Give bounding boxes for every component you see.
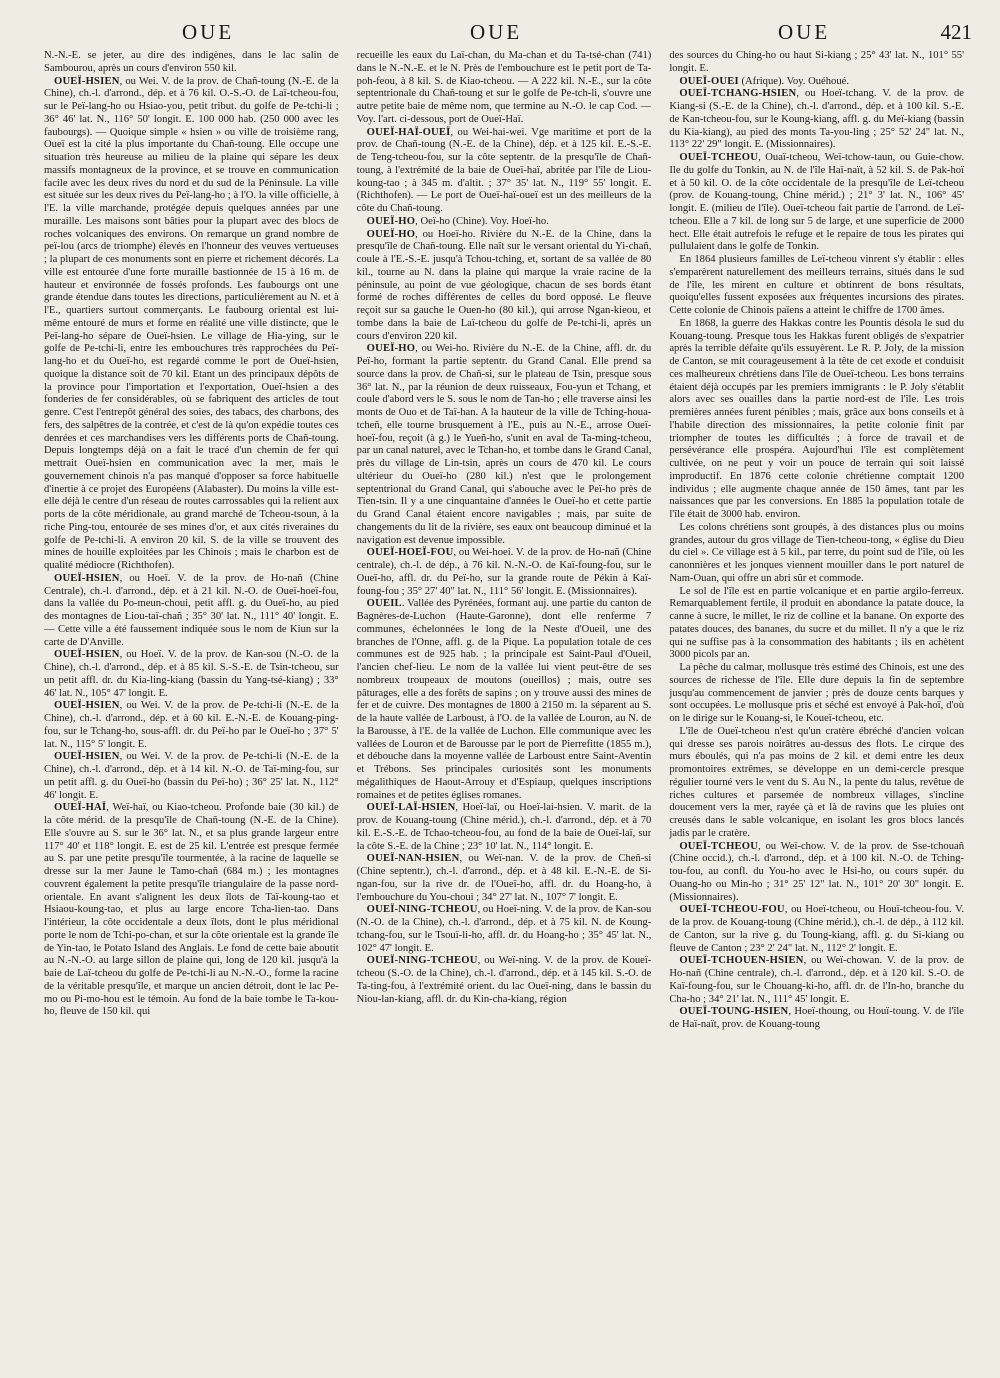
entry-headword: OUEÏ-TCHEOU <box>679 152 759 163</box>
page-number: 421 <box>940 20 972 44</box>
entry-paragraph <box>669 726 964 841</box>
entry-headword: OUEÏ-HO <box>366 215 416 227</box>
entry-text: des sources du Ching-ho ou haut Si-kiang ; 25° 43' lat. N., 101° 55' longit. E. <box>669 50 965 74</box>
entry-text: , Hoeï-thoung, ou Houï-toung. V. de l'île de Haï-naït, prov. de Kouang-toung <box>669 1006 965 1030</box>
dictionary-entry <box>44 649 339 700</box>
dictionary-entry <box>357 127 652 216</box>
text-columns <box>44 50 964 1360</box>
entry-headword: OUEÏ-NAN-HSIEN <box>366 853 460 865</box>
entry-headword: OUEÏ-TCHANG-HSIEN <box>679 88 797 100</box>
column-middle <box>357 50 652 1360</box>
entry-text: L'île de Oueï-tcheou n'est qu'un cratère ébréché d'ancien volcan qui dresse ses parois noirâtres au-dessus des flots. Le cirque des murs éboulés, qui n'a pas moins de 2 kil. et demi entre les deux promontoires extrêmes, se développe en un demi-cercle presque régulier tourné vers le vent du S. Au N., la pente du talus, revêtue de riches cultures et parsemée de nombreux villages, s'incline doucement vers la mer, rayée çà et là de ravins que les pluies ont creusés dans le sable volcanique, en isolant les gros blocs lancés jadis par le cratère. <box>669 725 965 839</box>
dictionary-entry <box>669 152 964 254</box>
entry-text: , ou Weï-ning. V. de la prov. de Koueï-tcheou (S.-O. de la Chine), ch.-l. d'arrond., dép. et à 145 kil. S.-O. de Ta-ting-fou, à l'extrémité orient. du lac Oueï-ning, dans le bassin du Niou-lan-kiang, affl. dr. du Kin-cha-kiang, région <box>356 955 652 1005</box>
entry-text: , ou Hoeï. V. de la prov. de Kan-sou (N.-O. de la Chine), ch.-l. d'arrond., dép. et à 85 kil. S.-S.-E. de Tsin-tcheou, sur un petit affl. dr. du Kia-ling-kiang (bassin du Yang-tsé-kiang) ; 33° 46' lat. N., 105° 47' longit. E. <box>44 649 339 699</box>
entry-headword: OUEÏ-HSIEN <box>54 700 120 712</box>
dictionary-entry <box>44 700 339 751</box>
dictionary-entry <box>357 216 652 229</box>
entry-text: , ou Wei-hoei. V. de la prov. de Ho-nañ (Chine centrale), ch.-l. de dép., à 76 kil. N.-N.-O. de Kaï-foung-fou, sur le Oueï-ho, affl. dr. du Peï-ho, sur la grande route de Pékin à Kaï-foung-fou ; 35° 27' 40" lat. N., 111° 56' longit. E. (Missionnaires). <box>356 547 652 597</box>
entry-headword: OUEÏ-NING-TCHEOU <box>366 904 478 916</box>
dictionary-entry <box>44 802 339 1019</box>
entry-paragraph <box>669 318 964 522</box>
entry-headword: OUEÏ-HSIEN <box>54 75 120 87</box>
entry-text: , ou Wei-hai-wei. Vge maritime et port de la prov. de Chañ-toung (N.-E. de la Chine), dép. et à 125 kil. E.-S.-E. de Teng-tcheou-fou, sur la côte septentr. de la presqu'île de Chañ-toung, à l'extrémité de la baie de Oueï-haï, abritée par l'île de Liou-koung-tao ; à 345 m. d'altit. ; 37° 35' lat. N., 119° 55' longit. E. (Richthofen). — Le port de Oueï-haï-oueï est un des meilleurs de la côte du Chañ-toung. <box>356 126 652 214</box>
running-head-right: OUE <box>778 20 831 44</box>
entry-headword: OUEIL <box>366 598 402 610</box>
entry-text: , Hoeï-laï, ou Hoeï-lai-hsien. V. marit. de la prov. de Kouang-toung (Chine mérid.), ch.-l. d'arrond., dép. et à 70 kil. E.-S.-E. de Tchao-tcheou-fou, au fond de la baie de Oueï-laï, sur la côte S.-E. de la Chine ; 23° 10' lat. N., 114° longit. E. <box>356 802 652 852</box>
dictionary-entry <box>44 573 339 650</box>
dictionary-entry <box>669 841 964 905</box>
entry-text: , ou Hoeï-tcheou, ou Houï-tcheou-fou. V. de la prov. de Kouang-toung (Chine mérid.), ch.-l. de dép., à 112 kil. de Canton, sur la rive g. du Toung-kiang, affl. g. du Si-kiang ou fleuve de Canton ; 23° 2' 24" lat. N., 112° 2' longit. E. <box>669 904 965 954</box>
entry-headword: OUEÏ-HSIEN <box>54 751 120 763</box>
entry-text: recueille les eaux du Laï-chan, du Ma-chan et du Ta-tsé-chan (741) dans le N.-N.-E. et le N. Près de l'embouchure est le petit port de Ta-poh-feou, à 8 kil. S. de Kiao-tcheou. — A 222 kil. N.-E., sur la côte septentrionale du Chañ-toung et sur le golfe de Pe-tch-li, s'ouvre une autre petite baie de même nom, que termine au N.-O. le cap Cod. — Voy. l'art. ci-dessous, port de Oueï-Haï. <box>356 50 652 125</box>
dictionary-entry <box>44 76 339 573</box>
entry-paragraph <box>357 50 652 127</box>
column-left <box>44 50 339 1360</box>
dictionary-entry <box>357 547 652 598</box>
entry-text: , Oeï-ho (Chine). Voy. Hoeï-ho. <box>415 215 549 227</box>
running-head <box>0 20 1000 52</box>
entry-headword: OUEÏ-OUEI <box>679 75 739 87</box>
dictionary-entry <box>357 904 652 955</box>
running-head-center: OUE <box>470 20 523 44</box>
dictionary-entry <box>357 229 652 344</box>
entry-headword: OUEÏ-HAÏ <box>54 802 107 814</box>
entry-headword: OUEÏ-HO <box>366 228 416 240</box>
entry-text: En 1864 plusieurs familles de Leï-tcheou vinrent s'y établir : elles s'emparèrent naturellement des meilleurs terrains, situés dans le sud de l'île, les mirent en culture et obtinrent de bons résultats, quoiqu'elles fussent exposées aux fréquentes incursions des pirates. Cette colonie de Chinois païens a atteint le chiffre de 1700 âmes. <box>669 254 965 316</box>
entry-text: , ou Weï-nan. V. de la prov. de Cheñ-si (Chine septentr.), ch.-l. d'arrond., dép. et à 48 kil. E.-N.-E. de Si-ngan-fou, sur la rive dr. de l'Oueï-ho, affl. dr. du Hoang-ho, à l'embouchure du You-choui ; 34° 27' lat. N., 107° 7' longit. E. <box>356 853 652 903</box>
entry-text: N.-N.-E. se jeter, au dire des indigènes, dans le lac salin de Sambourou, après un cours d'environ 550 kil. <box>44 50 339 74</box>
dictionary-entry <box>357 598 652 802</box>
entry-text: , Ouaï-tcheou, Weï-tchow-taun, ou Guie-chow. Ile du golfe du Tonkin, au N. de l'île Haï-naït, à 52 kil. S. de Pak-hoï et à 50 kil. O. de la côte occidentale de la presqu'île de Leï-tcheou (prov. de Kouang-toung, Chine mérid.) ; 21° 3' lat. N., 106° 45' longit. E. (milieu de l'île). Oueï-tcheou fait partie de l'arrond. de Leï-tcheou. Elle a 7 kil. de long sur 5 de large, et une superficie de 2000 hect. Elle était autrefois le refuge et le repaire de tous les pirates qui pullulaient dans le golfe de Tonkin. <box>669 152 965 253</box>
dictionary-entry <box>357 955 652 1006</box>
entry-headword: OUEÏ-TOUNG-HSIEN <box>679 1006 789 1018</box>
entry-text: , ou Hoeï. V. de la prov. de Ho-nañ (Chine Centrale), ch.-l. d'arrond., dép. et à 21 kil. N.-O. de Oueï-hoeï-fou, dans la vallée du Po-meun-choui, petit affl. g. du Oueï-ho, au pied des montagnes de Liou-taï-chañ ; 35° 30' lat. N., 111° 40' longit. E. — Cette ville a été faussement indiquée sous le nom de Kiun sur la carte de D'Anville. <box>44 572 339 648</box>
entry-paragraph <box>44 50 339 76</box>
entry-headword: OUEÏ-HSIEN <box>54 572 120 584</box>
entry-text: Les colons chrétiens sont groupés, à des distances plus ou moins grandes, autour du gros village de Tien-tcheou-tong, « église du Dieu du ciel ». Ce village est à 5 kil., par terre, du point sud de l'île, où les canonnières et les jonques viennent mouiller dans le port naturel de Nam-Ouan, qui offre un abri sûr et commode. <box>669 521 965 584</box>
entry-headword: OUEÏ-NING-TCHEOU <box>366 955 478 967</box>
entry-text: Le sol de l'île est en partie volcanique et en partie argilo-ferreux. Remarquablement fertile, il produit en abondance la patate douce, la canne à sucre, le millet, le riz de colline et la banane. On exporte des patates douces, des bananes, du sucre et du millet. Il n'y a que le riz qui ne suffise pas à la consommation des habitants ; ils en achètent 3000 picols par an. <box>669 585 965 661</box>
dictionary-entry <box>669 76 964 89</box>
entry-text: . Vallée des Pyrénées, formant auj. une partie du canton de Bagnères-de-Luchon (Haute-Garonne), dont elle renferme 7 communes, échelonnées le long de la Neste d'Oueil, une des branches de l'Onne, affl. g. de la Pique. La population totale de ces communes est de 925 hab. ; la principale est Saint-Paul d'Oueil, l'ancien chef-lieu. Le nom de la vallée lui vient peut-être de ses nombreux troupeaux de moutons (oueillos) ; mais, outre ses pâturages, elle a des forêts de sapins ; on y trouve aussi des mines de fer et de cuivre. Des montagnes de 1800 à 2150 m. la séparent au S. de la haute vallée de Larboust, à l'O. de la vallée de Louron, au N. de la Barousse, à l'E. de la vallée de Luchon. Elle communique avec les vallées de Louron et de Barousse par le port de Pierrefitte (1855 m.), et débouche dans la moyenne vallée de Larboust entre Saint-Aventin et Trébons. Ses principales curiosités sont les monuments mégalithiques de Haout-Arrouy et d'Espiaup, quelques inscriptions romaines et de petites églises romanes. <box>356 598 652 801</box>
entry-text: , ou Hoeï-ning. V. de la prov. de Kan-sou (N.-O. de la Chine), ch.-l. d'arrond., dép. et à 75 kil. N. de Koung-tchang-fou, sur le Tsouï-li-ho, affl. dr. du Hoang-ho ; 35° 45' lat. N., 102° 47' longit. E. <box>356 904 652 954</box>
entry-headword: OUEÏ-HAÏ-OUEÏ <box>366 126 451 138</box>
dictionary-entry <box>669 88 964 152</box>
dictionary-entry <box>357 802 652 853</box>
entry-text: , ou Wei-ho. Rivière du N.-E. de la Chine, affl. dr. du Peï-ho, formant la partie septentr. du Grand Canal. Elle prend sa source dans la prov. de Chañ-si, sur le plateau de Tsin, presque sous 36° lat. N., par la réunion de deux ruisseaux, Fou-yun et Tchang, et coule d'abord vers le S. sous le nom de Tan-ho ; elle traverse ainsi les monts de Ouo et de Taï-han. A la hauteur de la ville de Tching-houa-tcheñ, elle tourne brusquement à l'E., puis au N.-E., arrose Oueï-hoeï-fou, reçoit (à g.) le Yueñ-ho, s'unit en aval de Ta-ming-tcheou, par un canal naturel, avec le Tchan-ho, et tombe dans le Grand Canal, près du village de Lin-tsin, après un cours de 470 kil. Le cours ultérieur du Oueï-ho (280 kil.) n'est que le prolongement septentrional du Grand Canal, qui s'abouche avec le Peï-ho près de Tien-tsin. Il y a une cinquantaine d'années le Oueï-ho et cette partie du Grand Canal étaient encore navigables ; mais, par suite de changements du lit de la rivière, ses eaux ont beaucoup diminué et la navigation est devenue impossible. <box>356 343 652 546</box>
entry-headword: OUEÏ-HO <box>366 343 416 355</box>
entry-paragraph <box>669 522 964 586</box>
entry-headword: OUEÏ-HOEÏ-FOU <box>366 547 454 559</box>
entry-text: (Afrique). Voy. Ouéhoué. <box>738 75 849 87</box>
entry-headword: OUEÏ-TCHEOU <box>679 840 759 852</box>
dictionary-entry <box>669 1006 964 1032</box>
dictionary-entry <box>357 343 652 547</box>
dictionary-entry <box>669 904 964 955</box>
entry-text: , ou Wei. V. de la prov. de Pe-tchi-li (N.-E. de la Chine), ch.-l. d'arrond., dép. et à 60 kil. E.-N.-E. de Kouang-ping-fou, sur le Tchang-ho, sous-affl. dr. du Peï-ho par le Oueï-ho ; 37° 5' lat. N., 115° 5' longit. E. <box>44 700 339 750</box>
entry-headword: OUEÏ-HSIEN <box>54 649 120 661</box>
dictionary-entry <box>357 853 652 904</box>
column-right <box>669 50 964 1360</box>
entry-text: , ou Wei. V. de la prov. de Pe-tchi-li (N.-E. de la Chine), ch.-l. d'arrond., dép. et à 14 kil. N.-O. de Taï-ming-fou, sur un petit affl. g. du Oueï-ho (bassin du Peï-ho) ; 36° 25' lat. N., 112° 46' longit. E. <box>44 751 339 801</box>
entry-headword: OUEÏ-TCHOUEN-HSIEN <box>679 955 804 967</box>
dictionary-entry <box>44 751 339 802</box>
entry-text: En 1868, la guerre des Hakkas contre les Pountis désola le sud du Kouang-toung. Presque tous les Hakkas furent obligés de s'expatrier après la terrible défaite qu'ils essuyèrent. Le R. P. Joly, de la mission de Canton, se mit courageusement à la tête de cet exode et conduisit ces malheureux chrétiens dans l'île de Oueï-tcheou. Les bons terrains étaient déjà occupés par les premiers immigrants : le P. Joly s'établit alors avec ses ouailles dans la partie nord-est de l'île. Les trois premières années furent pénibles ; mais, grâce aux bons conseils et à l'habile direction des missionnaires, la petite colonie finit par triompher de toutes les difficultés ; à force de travail et de persévérance elle prospéra. Aujourd'hui l'île est complètement cultivée, on ne peut y voir un pouce de terrain qui soit laissé improductif. En 1876 cette colonie chrétienne comptait 1200 individus ; elle augmente chaque année de 150 âmes, tant par les naissances que par les conversions. En 1885 la population totale de l'île était de 3000 hab. environ. <box>669 317 965 520</box>
entry-headword: OUEÏ-TCHEOU-FOU <box>679 904 785 916</box>
running-head-left: OUE <box>182 20 235 44</box>
entry-text: , ou Hoeï-ho. Rivière du N.-E. de la Chine, dans la presqu'île de Chañ-toung. Elle naît sur le versant oriental du Yi-chañ, coule à l'E.-S.-E. jusqu'à Tchou-tching, et, sortant de sa vallée de 80 kil., tourne au N. dans la plaine qui marque la vraie racine de la péninsule, au point de vue géologique, chacun de ses bords étant formé de roches différentes de celles du bord opposé. Le fleuve reçoit sur sa gauche le Ouen-ho (80 kil.), qui arrose Ngan-kieou, et tombe dans la baie de Laï-tcheou du golfe de Pe-tchi-li, après un cours d'environ 220 kil. <box>356 228 652 342</box>
dictionary-entry <box>669 955 964 1006</box>
entry-paragraph <box>669 586 964 663</box>
entry-text: , ou Weï-chow. V. de la prov. de Sse-tchouañ (Chine occid.), ch.-l. d'arrond., dép. et à 100 kil. N.-O. de Tching-tou-fou, au confl. du You-ho avec le Hsi-ho, ou cours supér. du Ouang-ho ou Min-ho ; 31° 25' 12" lat. N., 101° 20' 30" longit. E. (Missionnaires). <box>669 840 965 903</box>
entry-text: , ou Wei. V. de la prov. de Chañ-toung (N.-E. de la Chine), ch.-l. d'arrond., dép. et à 76 kil. O.-S.-O. de Laï-tcheou-fou, sur le Peï-lang-ho ou Hsiao-you, petit tribut. du golfe de Pe-tchi-li ; 36° 46' lat. N., 116° 50' longit. E. 100 000 hab. (250 000 avec les faubourgs). — Quoique simple « hsien » ou ville de troisième rang, Oueï est la cité la plus importante du Chañ-toung. Elle occupe une situation très heureuse au milieu de la plaine qui sépare les deux massifs montagneux de la province, et se trouve en communication facile avec les deux rives du nord et du sud de la Péninsule. La ville est située sur les deux rives du Peï-lang-ho ; à l'O. la ville officielle, à l'E. la ville marchande, protégée depuis quelques années par une muraille. Les maisons sont bâties pour la plupart avec des blocs de roches volcaniques des environs. On remarque un grand nombre de peï-lou (arcs de triomphe) élevés en l'honneur des veuves vertueuses ; la plupart de ces monuments sont en pierre et richement décorés. La ville est entourée d'une forte muraille bastionnée de 15 à 16 m. de hauteur et environnée de fossés profonds. Les faubourgs ont une grande étendue dans toutes les directions, particulièrement au N. et à l'E., quartiers surtout commerçants. Le faubourg oriental est lui-même entouré de murs et forme en réalité une ville distincte, que le Peï-lang-ho sépare de Oueï-hsien. Le village de Hia-ying, sur le golfe de Pe-tchi-li, entre les embouchures très rapprochées du Peï-lang-ho et du Oueï-ho, est regardé comme le port de Oueï-hsien, quoique la distance soit de 70 kil. Etant un des principaux dépôts de la province pour l'importation et l'exportation, Oueï-hsien a des fonderies de fer considérables, où se fabriquent des articles de tout genre. C'est l'entrepôt général des soies, des tabacs, des charbons, des fers, des salpêtres de la contrée, et c'est de là qu'on expédie toutes ces denrées et ces marchandises vers les différents ports de Chañ-toung. Depuis longtemps déjà on a fait le tracé d'un chemin de fer qui mettrait Oueï-hsien en communication avec la mer, mais le gouvernement chinois n'a pas manqué d'opposer sa force habituelle d'inertie à ce projet des Européens (Alabaster). Du moins la ville est-elle déjà le centre d'un réseau de routes carrossables qui la relient aux ports de la côte méridionale, au grand marché de Tcheou-tsoun, à la riche Ping-tou, entourée de ses mines d'or, et aux cités riveraines du golfe de Pe-tchi-li. A environ 20 kil. S. de la ville se trouvent des mines de houille exploitées par les Chinois ; mais le charbon est de qualité médiocre (Richthofen). <box>44 75 339 571</box>
entry-paragraph <box>669 662 964 726</box>
entry-text: , ou Weï-chowan. V. de la prov. de Ho-nañ (Chine centrale), ch.-l. d'arrond., dép. et à 120 kil. S.-O. de Kaï-foung-fou, sur le Chouang-ki-ho, affl. dr. de l'In-ho, branche du Cha-ho ; 34° 21' lat. N., 111° 45' longit. E. <box>669 955 965 1005</box>
entry-text: La pêche du calmar, mollusque très estimé des Chinois, est une des sources de richesse de l'île. Elle dure depuis la fin de septembre jusqu'au commencement de janvier ; près de douze cents barques y sont occupées. Le mollusque pris et séché est envoyé à Pak-hoï, d'où on le dirige sur le Kouang-si, le Koueï-tcheou, etc. <box>669 662 965 724</box>
entry-text: , Weï-haï, ou Kiao-tcheou. Profonde baie (30 kil.) de la côte mérid. de la presqu'île de Chañ-toung (N.-E. de la Chine). Elle s'ouvre au S. sur le 36° lat. N., et sa plus grande largeur entre 117° 40' et 118° longit. E. est de 25 kil. L'entrée est presque fermée au S. par une petite presqu'île tourmentée, à la racine de laquelle se dresse sur la mer Jaune le Tamo-chañ (684 m.) ; les montagnes couvrent également la petite presqu'île triangulaire de la passe nord-orientale. En avant s'alignent les deux îlots de Taï-koung-tao et Hsiaou-koung-tao, et plus au large encore Tcha-lien-tao. Dans l'intérieur, la côte occidentale a deux îlots, dont le plus méridional porte le nom de Tchi-po-chan, et sur la côte orientale est la grande île de Yin-tao, le Potato Island des Anglais. Le fond de cette baie aboutit au N.-N.-O. au large sillon de plaine qui, long de 120 kil. jusqu'à la baie de Laï-tcheou du golfe de Pe-tchi-li au N.-N.-O., forme la racine de la véritable presqu'île, et marque un ancien détroit, dont le lac Pe-mo ou Pi-mo-hou est le témoin. Au fond de la baie tombe le Ta-kou-ho, fleuve de 150 kil. qui <box>44 802 339 1018</box>
entry-paragraph <box>669 254 964 318</box>
entry-headword: OUEÏ-LAÏ-HSIEN <box>366 802 456 814</box>
entry-paragraph <box>669 50 964 76</box>
entry-text: , ou Hoeï-tchang. V. de la prov. de Kiang-si (S.-E. de la Chine), ch.-l. d'arrond., dép. et à 100 kil. S.-E. de Kan-tcheou-fou, sur le Koung-kiang, affl. g. du Meï-kiang (bassin du Kia-kiang), au pied des monts Ta-you-ling ; 25° 52' 24" lat. N., 113° 22' 29" longit. E. (Missionnaires). <box>669 88 965 151</box>
